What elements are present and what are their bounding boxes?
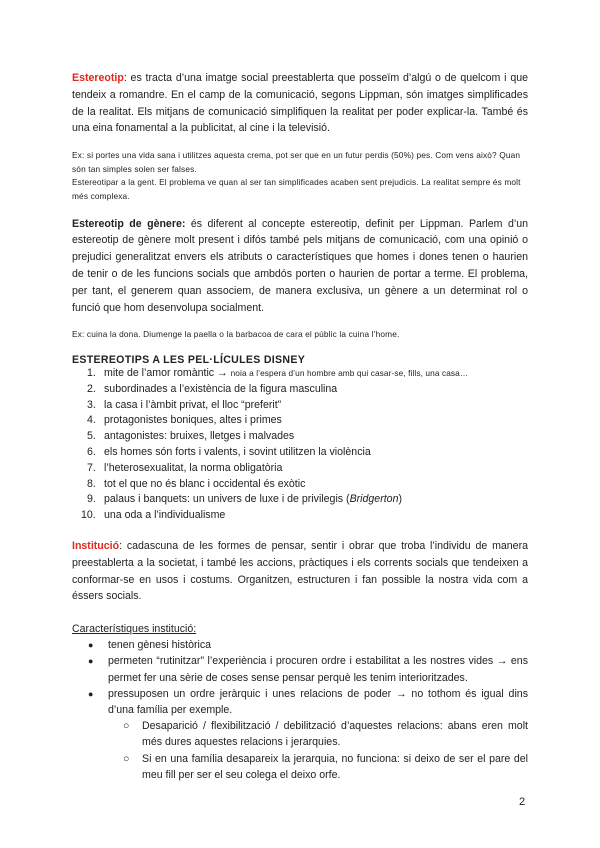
list-item: 5. antagonistes: bruixes, lletges i malvades (87, 430, 295, 443)
page-number: 2 (519, 796, 526, 808)
example-1-line-2: Estereotipar a la gent. El problema ve quan al ser tan simplificades acaben sent prejudicis. La realitat sempre és molt més complexa. (72, 177, 521, 201)
list-item: ● pressuposen un ordre jeràrquic i unes relacions de poder → no tothom és igual dins d’una família per exemple. ○ Desaparició / flexibilització / debilització d’aquestes relacions: abans eren molt més dures aquestes relacions i jerarquies. ○ Si en una família desapareix la jerarquia, no funciona: si deixo de ser el pare del meu fill per ser el seu colega el deixo orfe. (72, 686, 528, 783)
list-item: 10. una oda a l’individualisme (81, 509, 226, 522)
example-2: Ex: cuina la dona. Diumenge la paella o la barbacoa de cara el públic la cuina l’home. (72, 329, 400, 340)
document-page (72, 70, 528, 783)
estereotip-paragraph (72, 70, 528, 137)
bullet-icon: ● (88, 688, 94, 699)
sub-list-item: ○ Desaparició / flexibilització / debilització d’aquestes relacions: abans eren molt més dures aquestes relacions i jerarquies. (123, 720, 528, 749)
list-item: ● permeten “rutinitzar” l’experiència i procuren ordre i estabilitat a les nostres vides → ens permet fer una sèrie de coses sense pensar perquè les tenim interioritzades. (88, 655, 528, 684)
list-item: 2. subordinades a l’existència de la figura masculina (87, 382, 338, 395)
list-item: 8. tot el que no és blanc i occidental és exòtic (87, 477, 306, 490)
disney-heading: ESTEREOTIPS A LES PEL·LÍCULES DISNEY (72, 353, 306, 366)
list-item: 7. l’heterosexualitat, la norma obligatòria (87, 461, 283, 474)
sub-list-item: ○ Si en una família desapareix la jerarquia, no funciona: si deixo de ser el pare del meu fill per ser el seu colega el deixo orfe. (123, 752, 528, 781)
institucio-paragraph (72, 538, 528, 605)
example-1-line-1: Ex: si portes una vida sana i utilitzes aquesta crema, pot ser que en un futur perdis (50%) pes. Com vens això? Quan són tan simples solen ser falses. (72, 150, 521, 174)
institucio-term: Institució (72, 539, 120, 552)
estereotip-genere-term: Estereotip de gènere: (72, 217, 186, 230)
list-item: ● tenen gènesi històrica (72, 637, 528, 653)
estereotip-genere-paragraph (72, 216, 528, 317)
estereotip-genere-definition: és diferent al concepte estereotip, definit per Lippman. Parlem d’un estereotip de gènere molt present i difós també pels mitjans de comunicació, com una opinió o prejudici generalitzat envers els atributs o característiques que homes i dones tenen o haurien de tenir o de les funcions socials que ambdós porten o haurien de portar a terme. El problema, per tant, el generem quan associem, de manera exclusiva, un gènere a un determinat rol o funció que hom desenvolupa socialment. (72, 217, 528, 314)
institucio-definition: : cadascuna de les formes de pensar, sentir i obrar que troba l’individu de manera preestablerta a la societat, i també les accions, pràctiques i els corrents socials que tendeixen a conformar-se en usos i costums. Organitzen, estructuren i fan possible la nostra vida com a éssers socials. (72, 539, 528, 603)
circle-bullet-icon: ○ (123, 720, 130, 733)
estereotip-term: Estereotip (72, 72, 124, 84)
circle-bullet-icon: ○ (123, 752, 130, 765)
sub-list (108, 718, 528, 783)
bullet-icon: ● (88, 640, 94, 651)
bullet-icon: ● (88, 656, 94, 667)
estereotip-definition: : es tracta d’una imatge social preestablerta que posseïm d’algú o de quelcom i que tendeix a romandre. En el camp de la comunicació, segons Lippman, són imatges simplificades de la realitat. Els mitjans de comunicació simplifiquen la realitat per poder explicar-la. També és una eina fonamental a la publicitat, al cine i la televisió. (72, 72, 528, 135)
caracteristiques-heading: Característiques institució: (72, 623, 197, 636)
list-item: 1. mite de l’amor romàntic → noia a l’espera d’un hombre amb qui casar-se, fills, una casa… (87, 366, 469, 379)
list-item: 9. palaus i banquets: un univers de luxe i de privilegis (Bridgerton) (87, 493, 402, 506)
list-item: 4. protagonistes boniques, altes i primes (87, 414, 282, 427)
disney-list (72, 366, 528, 524)
list-item: 6. els homes són forts i valents, i sovint utilitzen la violència (87, 445, 371, 458)
caracteristiques-list (72, 637, 528, 783)
list-item: 3. la casa i l’àmbit privat, el lloc “preferit” (87, 398, 282, 411)
